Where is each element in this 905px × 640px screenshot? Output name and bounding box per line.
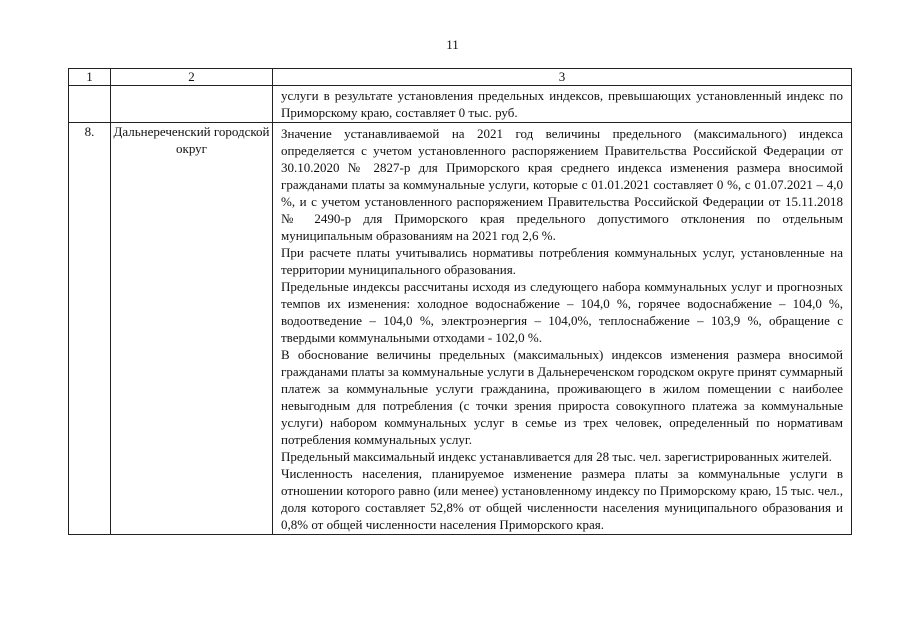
row-description <box>273 123 852 535</box>
municipal-index-table <box>68 68 852 535</box>
continuation-text: услуги в результате установления предельных индексов, превышающих установленный индекс по Приморскому краю, составляет 0 тыс. руб. <box>273 86 852 123</box>
paragraph-justification: В обоснование величины предельных (максимальных) индексов изменения размера вносимой гражданами платы за коммунальные услуги в Дальнереченском городском округе принят суммарный платеж за коммунальные услуги гражданина, проживающего в жилом помещении с наиболее невыгодным для потребления (с точки зрения прироста совокупного платежа за коммунальные услуги) набором коммунальных услуг в семье из трех человек, определенный по нормативам потребления коммунальных услуг. <box>281 347 843 447</box>
paragraph-population-share: Численность населения, планируемое изменение размера платы за коммунальные услуги в отношении которого равно (или менее) установленному индексу по Приморскому краю, 15 тыс. чел., доля которого составляет 52,8% от общей численности населения муниципального образования и 0,8% от общей численности населения Приморского края. <box>281 466 843 532</box>
header-col-1: 1 <box>69 69 111 86</box>
paragraph-registered-residents: Предельный максимальный индекс устанавливается для 28 тыс. чел. зарегистрированных жителей. <box>281 449 832 464</box>
continuation-name-cell <box>111 86 273 123</box>
paragraph-service-indices: Предельные индексы рассчитаны исходя из следующего набора коммунальных услуг и прогнозных темпов их изменения: холодное водоснабжение – 104,0 %, горячее водоснабжение – 104,0 %, водоотведение – 104,0 %, электроэнергия – 104,0%, теплоснабжение – 103,9 %, обращение с твердыми коммунальными отходами - 102,0 %. <box>281 279 843 345</box>
row-number: 8. <box>69 123 111 535</box>
header-col-2: 2 <box>111 69 273 86</box>
table-row <box>69 123 852 535</box>
header-col-3: 3 <box>273 69 852 86</box>
continuation-row <box>69 86 852 123</box>
paragraph-index-value: Значение устанавливаемой на 2021 год величины предельного (максимального) индекса определяется с учетом установленного распоряжением Правительства Российской Федерации от 30.10.2020 № 2827-р для Приморского края среднего индекса изменения размера вносимой гражданами платы за коммунальные услуги, которые с 01.01.2021 составляет 0 %, с 01.07.2021 – 4,0 %, и с учетом установленного распоряжением Правительства Российской Федерации от 15.11.2018 № 2490-р для Приморского края предельного допустимого отклонения по отдельным муниципальным образованиям на 2021 год 2,6 %. <box>281 126 843 243</box>
table-header-row <box>69 69 852 86</box>
continuation-number-cell <box>69 86 111 123</box>
municipality-name: Дальнереченский городской округ <box>111 123 273 535</box>
page-number: 11 <box>446 37 459 52</box>
paragraph-consumption-norms: При расчете платы учитывались нормативы потребления коммунальных услуг, установленные на территории муниципального образования. <box>281 245 843 277</box>
